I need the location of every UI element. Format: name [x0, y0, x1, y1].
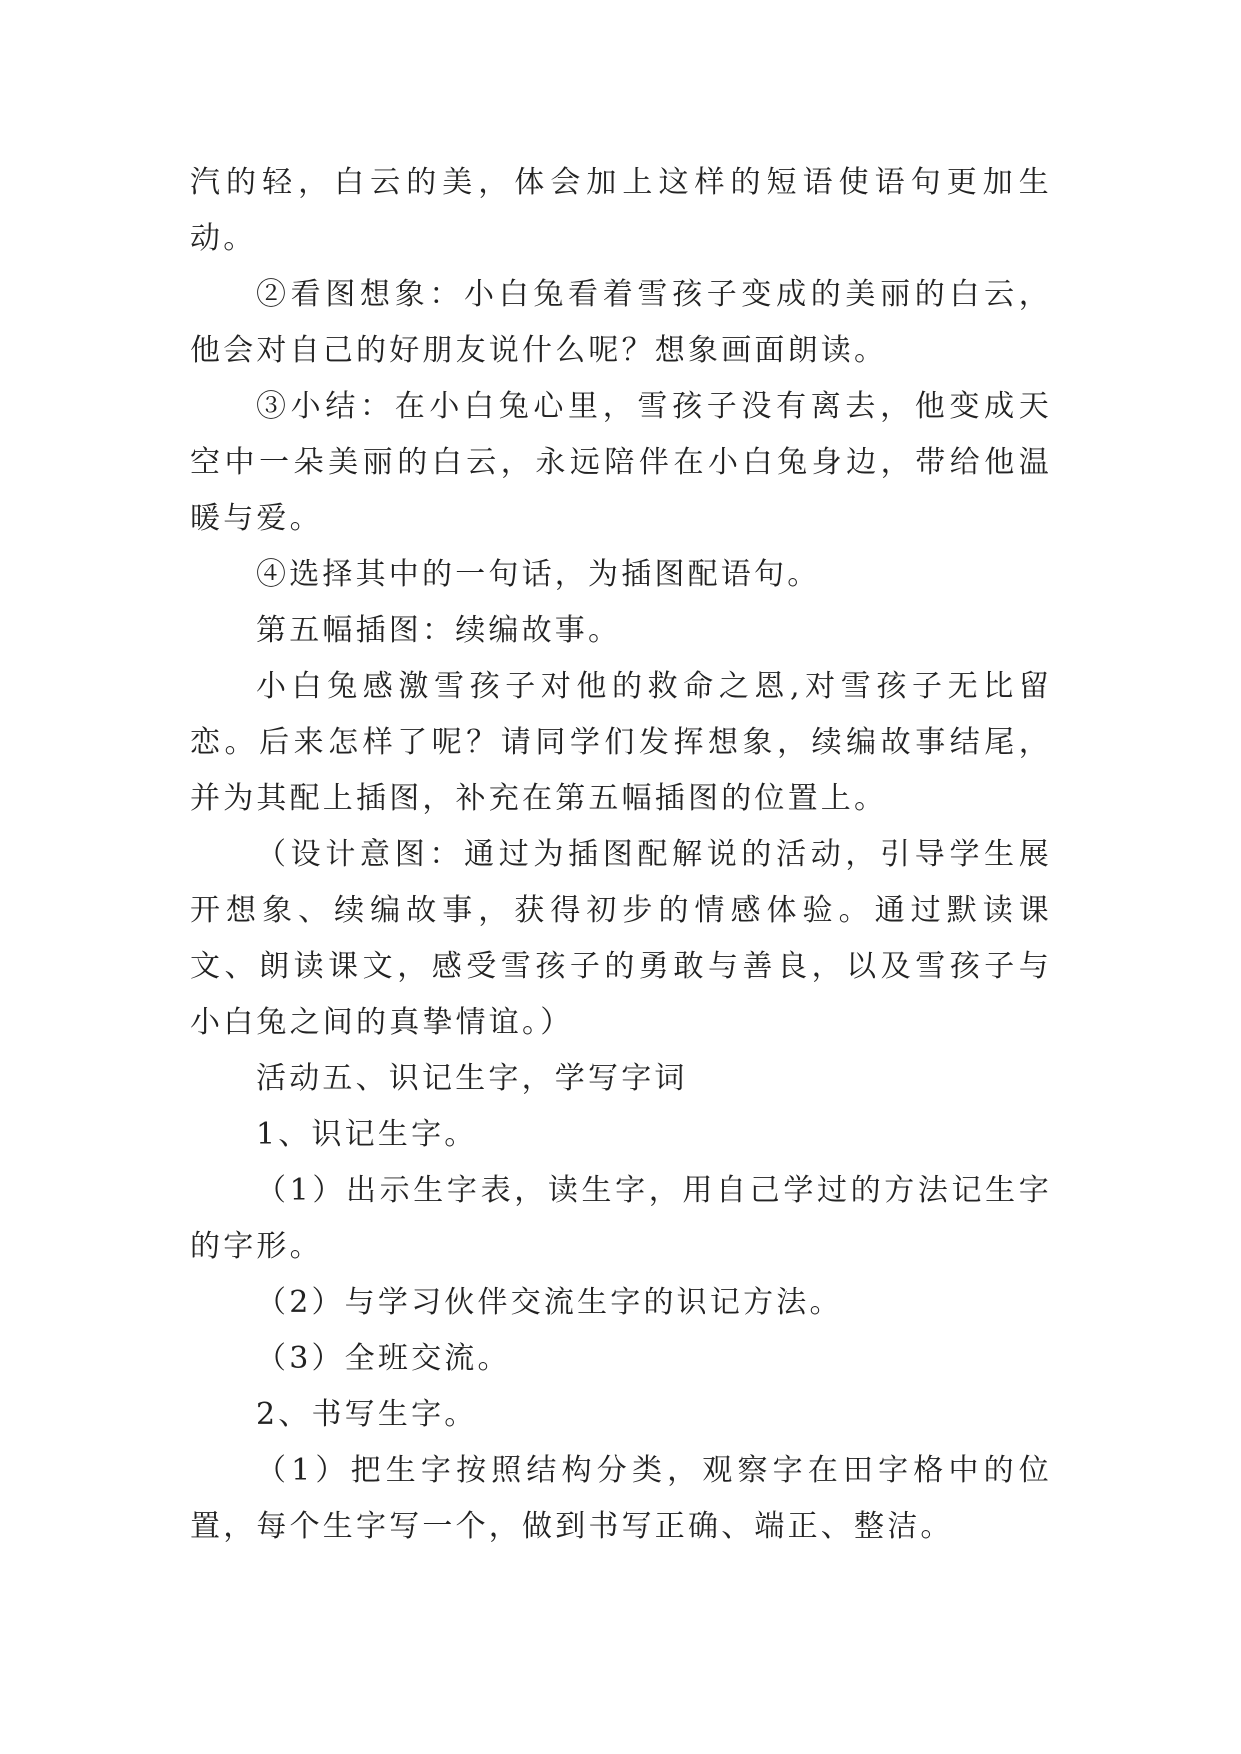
paragraph: 汽的轻，白云的美，体会加上这样的短语使语句更加生动。	[190, 165, 1052, 256]
paragraph: ③小结：在小白兔心里，雪孩子没有离去，他变成天空中一朵美丽的白云，永远陪伴在小白兔身边，带给他温暖与爱。	[190, 389, 1052, 536]
paragraph: ④选择其中的一句话，为插图配语句。	[256, 557, 821, 592]
paragraph: 小白兔感激雪孩子对他的救命之恩,对雪孩子无比留恋。后来怎样了呢？请同学们发挥想象，续编故事结尾，并为其配上插图，补充在第五幅插图的位置上。	[190, 669, 1052, 816]
paragraph: 第五幅插图：续编故事。	[256, 613, 622, 648]
paragraph: ②看图想象：小白兔看着雪孩子变成的美丽的白云，他会对自己的好朋友说什么呢？想象画面朗读。	[190, 277, 1052, 368]
paragraph: （设计意图：通过为插图配解说的活动，引导学生展开想象、续编故事，获得初步的情感体验。通过默读课文、朗读课文，感受雪孩子的勇敢与善良，以及雪孩子与小白兔之间的真挚情谊。）	[190, 837, 1052, 1040]
list-item: （3）全班交流。	[256, 1341, 511, 1376]
subheading: 2、书写生字。	[256, 1397, 478, 1432]
list-item: （1）把生字按照结构分类，观察字在田字格中的位置，每个生字写一个，做到书写正确、端正、整洁。	[190, 1453, 1052, 1544]
list-item: （1）出示生字表，读生字，用自己学过的方法记生字的字形。	[190, 1173, 1052, 1264]
subheading: 1、识记生字。	[256, 1117, 478, 1152]
section-heading: 活动五、识记生字，学写字词	[256, 1061, 688, 1096]
list-item: （2）与学习伙伴交流生字的识记方法。	[256, 1285, 843, 1320]
document-page	[190, 155, 1052, 1555]
